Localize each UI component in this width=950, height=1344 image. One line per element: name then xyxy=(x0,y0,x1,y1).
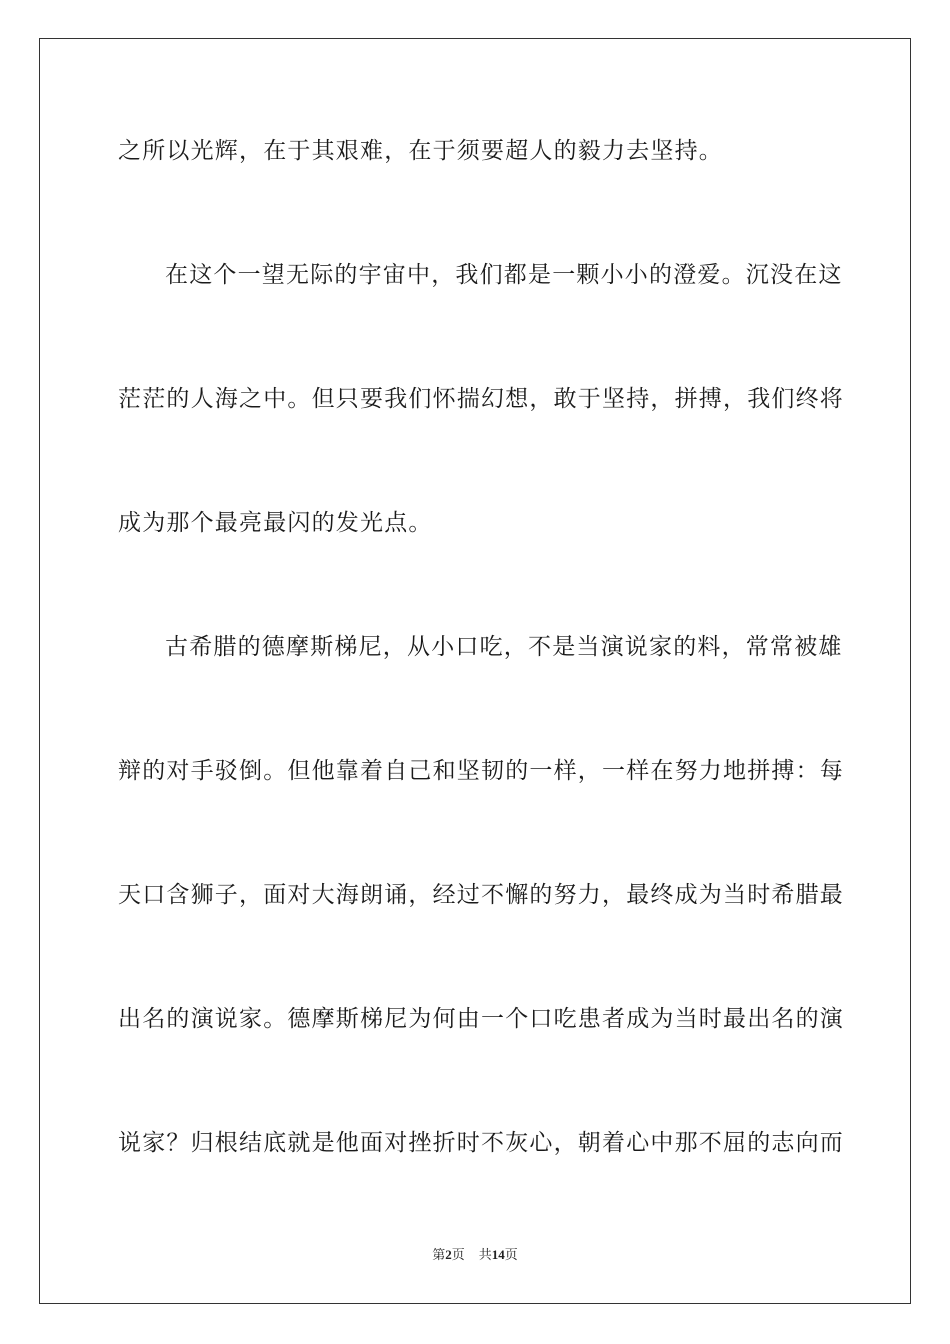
paragraph-line: 古希腊的德摩斯梯尼，从小口吃，不是当演说家的料，常常被雄 xyxy=(165,634,843,660)
paragraph-line: 之所以光辉，在于其艰难，在于须要超人的毅力去坚持。 xyxy=(118,138,723,164)
paragraph-line: 成为那个最亮最闪的发光点。 xyxy=(118,510,433,536)
page-footer xyxy=(0,1246,950,1264)
paragraph-line: 茫茫的人海之中。但只要我们怀揣幻想，敢于坚持，拼搏，我们终将 xyxy=(118,386,844,412)
page-label-suffix: 页 xyxy=(451,1247,465,1262)
total-pages: 14 xyxy=(491,1247,505,1262)
paragraph-line: 天口含狮子，面对大海朗诵，经过不懈的努力，最终成为当时希腊最 xyxy=(118,882,844,908)
paragraph-line: 说家？归根结底就是他面对挫折时不灰心，朝着心中那不屈的志向而 xyxy=(118,1130,844,1156)
total-label-prefix: 共 xyxy=(478,1247,492,1262)
paragraph-line: 出名的演说家。德摩斯梯尼为何由一个口吃患者成为当时最出名的演 xyxy=(118,1006,844,1032)
page-number: 2 xyxy=(445,1247,452,1262)
page-label-prefix: 第 xyxy=(432,1247,446,1262)
page-border xyxy=(39,38,911,1304)
paragraph-line: 在这个一望无际的宇宙中，我们都是一颗小小的澄爱。沉没在这 xyxy=(165,262,843,288)
total-label-suffix: 页 xyxy=(504,1247,518,1262)
paragraph-line: 辩的对手驳倒。但他靠着自己和坚韧的一样，一样在努力地拼搏：每 xyxy=(118,758,844,784)
